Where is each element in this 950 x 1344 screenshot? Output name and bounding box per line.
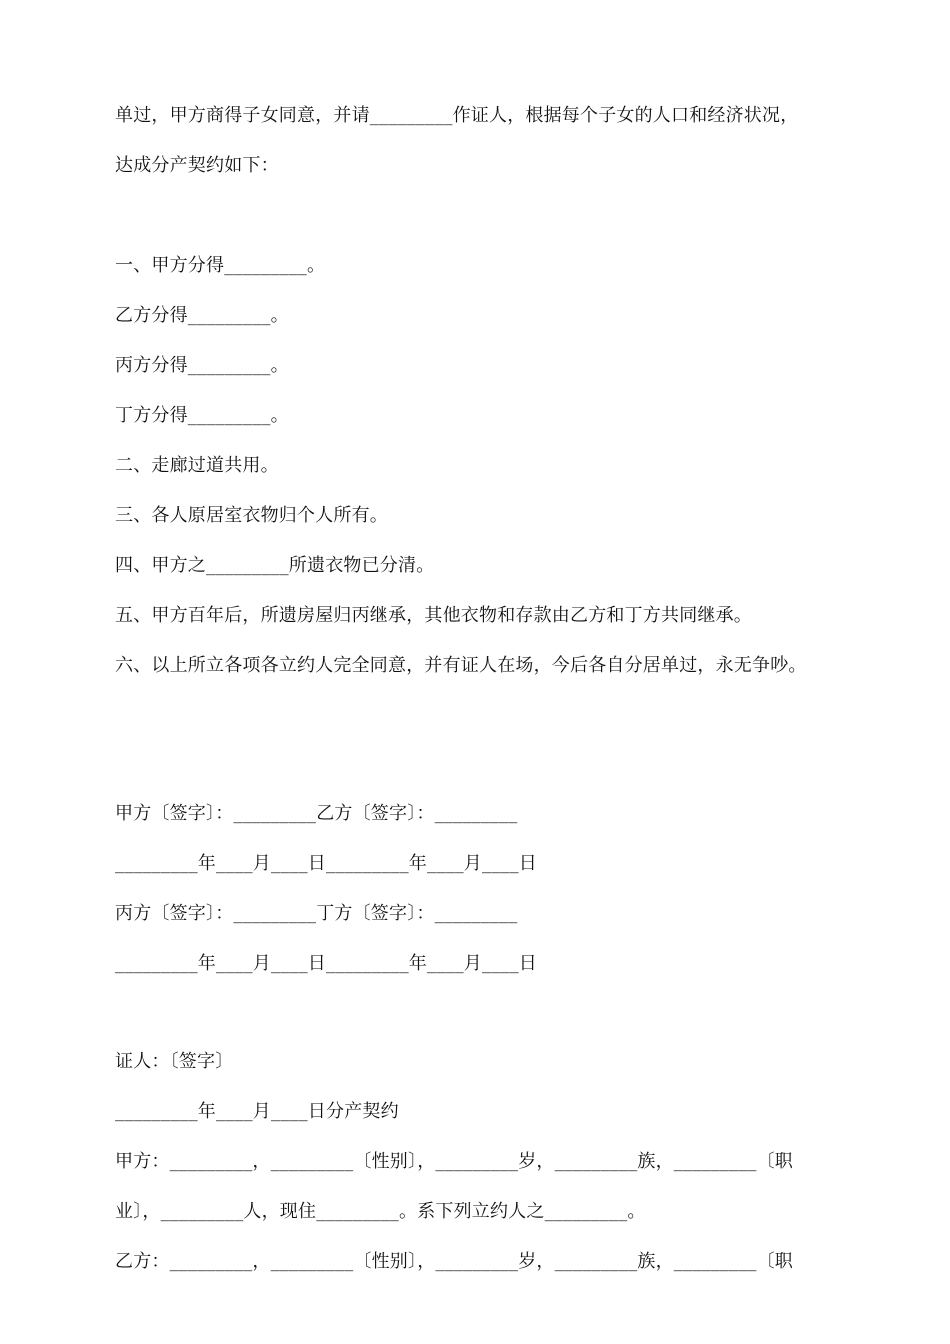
- party-jia-line-2: 业〕，_________人，现住_________。系下列立约人之_________。: [115, 1201, 646, 1222]
- clause-5: 五、甲方百年后，所遗房屋归丙继承，其他衣物和存款由乙方和丁方共同继承。: [115, 605, 752, 626]
- clause-3: 三、各人原居室衣物归个人所有。: [115, 505, 388, 526]
- signature-line-jia-yi: 甲方〔签字〕：_________乙方〔签字〕：_________: [115, 803, 518, 824]
- clause-1-jia: 一、甲方分得_________。: [115, 255, 326, 276]
- witness-signature: 证人：〔签字〕: [115, 1051, 234, 1072]
- clause-4: 四、甲方之_________所遗衣物已分清。: [115, 555, 435, 576]
- witness-date-title: _________年____月____日分产契约: [115, 1101, 399, 1122]
- date-line-bing-ding: _________年____月____日_________年____月____日: [115, 953, 537, 974]
- preamble-line-1: 单过，甲方商得子女同意，并请_________作证人，根据每个子女的人口和经济状况，: [115, 105, 799, 126]
- clause-6: 六、以上所立各项各立约人完全同意，并有证人在场，今后各自分居单过，永无争吵。: [115, 655, 807, 676]
- signature-line-bing-ding: 丙方〔签字〕：_________丁方〔签字〕：_________: [115, 903, 518, 924]
- clause-1-ding: 丁方分得_________。: [115, 405, 289, 426]
- clause-1-bing: 丙方分得_________。: [115, 355, 289, 376]
- party-yi-line-1: 乙方：_________，_________〔性别〕，_________岁，_________族，_________〔职: [115, 1251, 793, 1272]
- clause-1-yi: 乙方分得_________。: [115, 305, 289, 326]
- party-jia-line-1: 甲方：_________，_________〔性别〕，_________岁，_________族，_________〔职: [115, 1151, 793, 1172]
- preamble-line-2: 达成分产契约如下：: [115, 155, 279, 176]
- date-line-jia-yi: _________年____月____日_________年____月____日: [115, 853, 537, 874]
- clause-2: 二、走廊过道共用。: [115, 455, 279, 476]
